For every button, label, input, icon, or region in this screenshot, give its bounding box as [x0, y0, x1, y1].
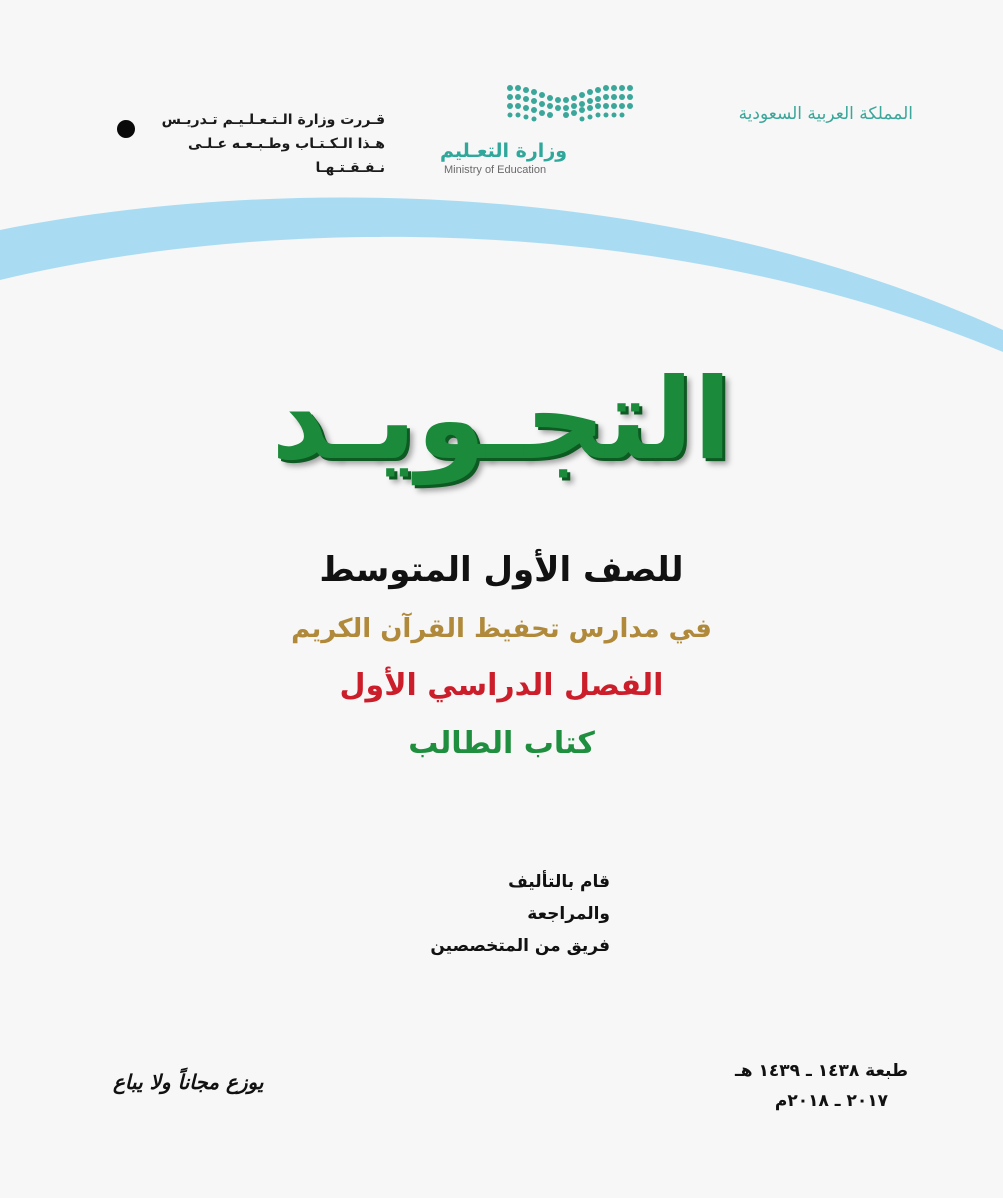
bullet-icon: [117, 120, 135, 138]
edition-hijri: طبعة ١٤٣٨ ـ ١٤٣٩ هـ: [735, 1061, 908, 1081]
credits: [420, 866, 610, 962]
credits-line2: فريق من المتخصصين: [430, 936, 610, 956]
grade-label: للصف الأول المتوسط: [319, 550, 684, 590]
logo-english-text: Ministry of Education: [444, 164, 547, 176]
ministry-note-line2: هـذا الـكـتـاب وطـبـعـه عـلـى نـفـقـتـهـا: [188, 136, 385, 176]
credits-line1: قام بالتأليف والمراجعة: [508, 872, 610, 924]
kingdom-label: المملكة العربية السعودية: [738, 104, 913, 124]
logo-arabic-text: وزارة التعـليم: [440, 140, 568, 162]
schools-label: في مدارس تحفيظ القرآن الكريم: [291, 614, 712, 644]
ministry-note-line1: قـررت وزارة الـتـعـلـيـم تـدريـس: [161, 112, 385, 128]
book-title: التجـويـد: [271, 355, 732, 485]
semester-label: الفصل الدراسي الأول: [339, 668, 664, 703]
edition-info: [648, 1056, 908, 1116]
edition-gregorian: ٢٠١٧ ـ ٢٠١٨م: [774, 1091, 888, 1111]
free-distribution-label: يوزع مجاناً ولا يباع: [113, 1070, 264, 1094]
decorative-arc: [0, 180, 1003, 360]
ministry-note: [150, 108, 385, 180]
book-type-label: كتاب الطالب: [408, 726, 595, 761]
